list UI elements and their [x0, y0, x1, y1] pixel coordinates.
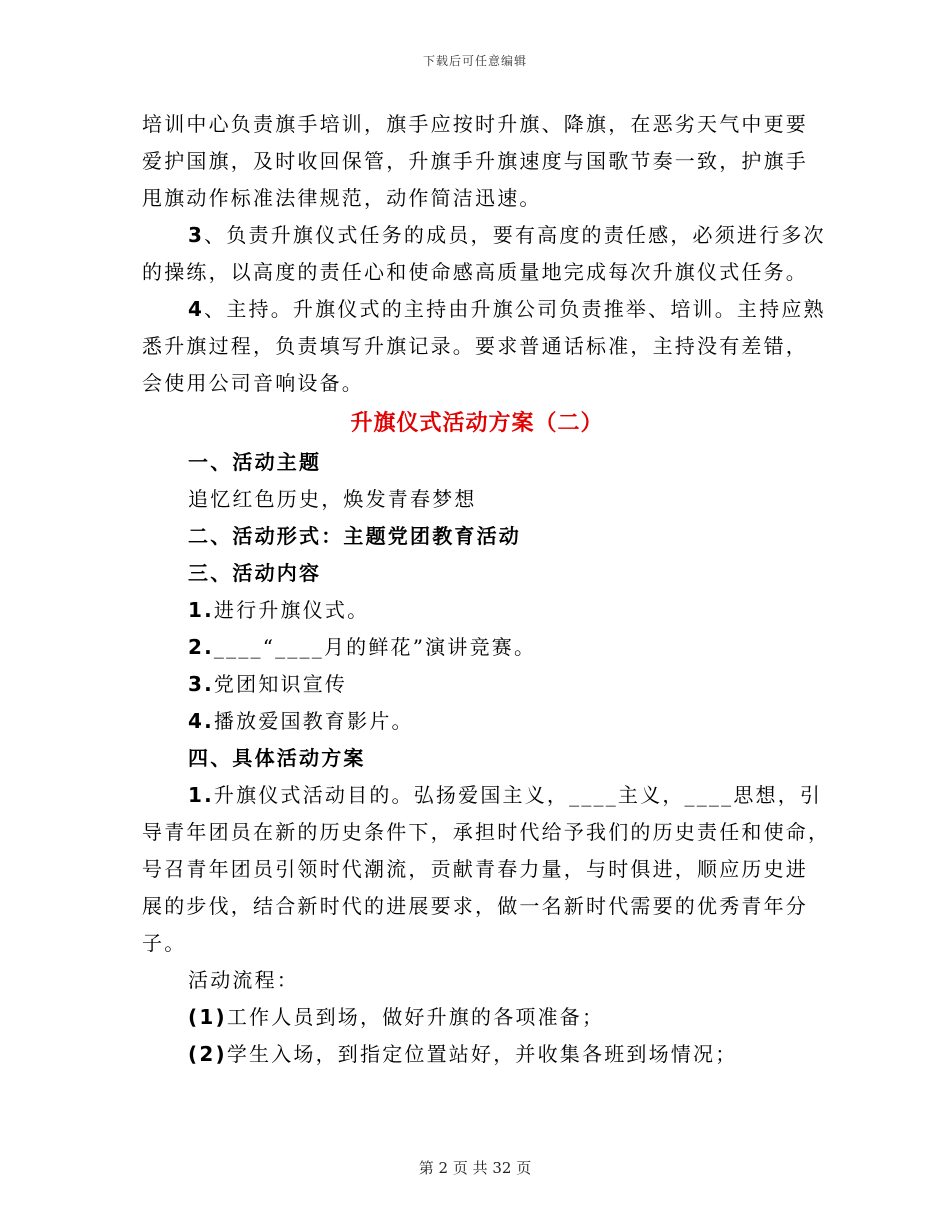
paragraph-line: 子。 — [142, 931, 187, 955]
document-body — [142, 106, 831, 1073]
paragraph-line: 导青年团员在新的历史条件下，承担时代给予我们的历史责任和使命， — [142, 820, 831, 844]
heading-activity-theme: 一、活动主题 — [188, 450, 322, 474]
activity-theme-text: 追忆红色历史，焕发青春梦想 — [188, 487, 477, 511]
item-number: 3 — [188, 223, 205, 247]
item-text: 播放爱国教育影片。 — [213, 709, 414, 733]
item-text: 升旗仪式活动目的。弘扬爱国主义，____主义，____思想，引 — [213, 783, 823, 807]
item-text: 进行升旗仪式。 — [213, 598, 370, 622]
list-item — [142, 703, 812, 740]
list-item — [142, 629, 812, 666]
section-title: 升旗仪式活动方案（二） — [350, 410, 604, 436]
paragraph-line: 的操练，以高度的责任心和使命感高质量地完成每次升旗仪式任务。 — [142, 260, 808, 284]
plan-paragraph-line — [142, 777, 823, 814]
heading-activity-content: 三、活动内容 — [188, 561, 322, 585]
item-number: (2) — [188, 1042, 227, 1066]
item-text: 、负责升旗仪式任务的成员，要有高度的责任感，必须进行多次 — [204, 223, 826, 247]
list-item — [142, 666, 812, 703]
paragraph-line: 会使用公司音响设备。 — [142, 371, 364, 395]
heading-specific-plan: 四、具体活动方案 — [188, 746, 366, 770]
paragraph-line: 爱护国旗，及时收回保管，升旗手升旗速度与国歌节奏一致，护旗手 — [142, 149, 808, 173]
item-text: 工作人员到场，做好升旗的各项准备； — [226, 1005, 605, 1029]
page-footer: 第 2 页 共 32 页 — [418, 1159, 532, 1177]
item-4-line — [142, 291, 826, 328]
item-number: (1) — [188, 1005, 227, 1029]
item-number: 3. — [188, 672, 214, 696]
item-number: 4 — [188, 297, 205, 321]
item-number: 2. — [188, 635, 214, 659]
paragraph-line: 悉升旗过程，负责填写升旗记录。要求普通话标准，主持没有差错， — [142, 334, 808, 358]
item-text: 学生入场，到指定位置站好，并收集各班到场情况； — [226, 1042, 738, 1066]
item-number: 1. — [188, 598, 214, 622]
item-3-line — [142, 217, 826, 254]
item-number: 1. — [188, 783, 214, 807]
flow-item — [142, 999, 812, 1036]
paragraph-line: 培训中心负责旗手培训，旗手应按时升旗、降旗，在恶劣天气中更要 — [142, 112, 808, 136]
flow-item — [142, 1036, 812, 1073]
list-item — [142, 592, 812, 629]
item-text: 党团知识宣传 — [213, 672, 348, 696]
paragraph-line: 号召青年团员引领时代潮流，贡献青春力量，与时俱进，顺应历史进 — [142, 857, 808, 881]
item-text: ____“____月的鲜花”演讲竞赛。 — [213, 635, 537, 659]
page-header: 下载后可任意编辑 — [422, 54, 527, 68]
flow-label: 活动流程： — [188, 968, 299, 992]
item-number: 4. — [188, 709, 214, 733]
heading-activity-form: 二、活动形式：主题党团教育活动 — [188, 524, 521, 548]
item-text: 、主持。升旗仪式的主持由升旗公司负责推举、培训。主持应熟 — [204, 297, 826, 321]
paragraph-line: 展的步伐，结合新时代的进展要求，做一名新时代需要的优秀青年分 — [142, 894, 808, 918]
paragraph-line: 甩旗动作标准法律规范，动作简洁迅速。 — [142, 186, 542, 210]
